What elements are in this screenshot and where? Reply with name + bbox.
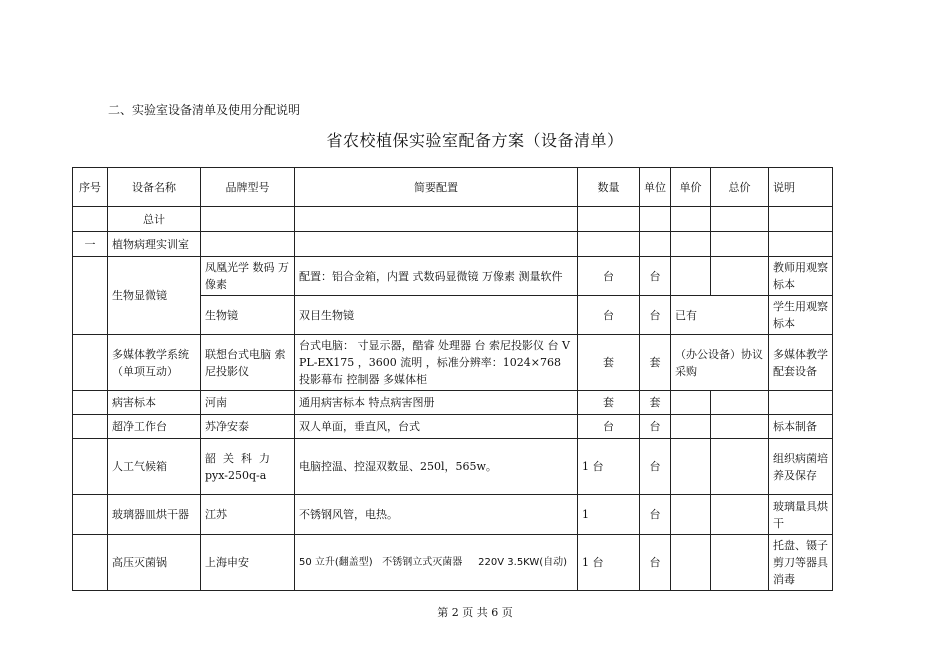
autoclave-config-type: 不锈钢立式灭菌器 [382, 557, 463, 568]
multimedia-brand: 联想台式电脑 索尼投影仪 [201, 335, 295, 391]
total-row [73, 207, 833, 232]
table-row-microscope-a [73, 257, 833, 296]
climate-note: 组织病菌培养及保存 [769, 439, 833, 495]
multimedia-name: 多媒体教学系统（单项互动） [108, 335, 201, 391]
total-label: 总计 [108, 207, 201, 232]
multimedia-config: 台式电脑： 寸显示器，酷睿 处理器 台 索尼投影仪 台 VPL-EX175 ，3600 流明 ，标准分辨率：1024×768 投影幕布 控制器 多媒体柜 [295, 335, 578, 391]
multimedia-qty: 套 [578, 335, 640, 391]
microscope-a-note: 教师用观察标本 [769, 257, 833, 296]
bench-name: 超净工作台 [108, 415, 201, 439]
climate-unit: 台 [640, 439, 671, 495]
table-row-bench [73, 415, 833, 439]
multimedia-price: （办公设备）协议采购 [671, 335, 769, 391]
autoclave-qty: 1 台 [578, 535, 640, 591]
climate-brand-model: pyx-250q-a [205, 468, 267, 482]
bench-config: 双人单面，垂直风，台式 [295, 415, 578, 439]
dryer-config: 不锈钢风管，电热。 [295, 495, 578, 535]
microscope-b-qty: 台 [578, 296, 640, 335]
microscope-b-brand: 生物镜 [201, 296, 295, 335]
specimen-brand: 河南 [201, 391, 295, 415]
equipment-table [72, 167, 833, 591]
dryer-name: 玻璃器皿烘干器 [108, 495, 201, 535]
microscope-a-qty: 台 [578, 257, 640, 296]
multimedia-unit: 套 [640, 335, 671, 391]
header-total: 总价 [711, 168, 769, 207]
microscope-a-config: 配置：铝合金箱，内置 式数码显微镜 万像素 测量软件 [295, 257, 578, 296]
page-footer: 第 2 页 共 6 页 [437, 606, 513, 619]
microscope-a-brand: 凤凰光学 数码 万像素 [201, 257, 295, 296]
table-row-specimen [73, 391, 833, 415]
climate-brand [201, 439, 295, 495]
table-header-row [73, 168, 833, 207]
table-row-dryer [73, 495, 833, 535]
autoclave-config-power: 220V 3.5KW(自动) [478, 557, 568, 568]
group-name: 植物病理实训室 [108, 232, 201, 257]
dryer-brand: 江苏 [201, 495, 295, 535]
multimedia-note: 多媒体教学配套设备 [769, 335, 833, 391]
bench-note: 标本制备 [769, 415, 833, 439]
specimen-name: 病害标本 [108, 391, 201, 415]
microscope-b-price: 已有 [671, 296, 769, 335]
specimen-config: 通用病害标本 特点病害图册 [295, 391, 578, 415]
header-note: 说明 [769, 168, 833, 207]
group-row [73, 232, 833, 257]
autoclave-unit: 台 [640, 535, 671, 591]
header-config: 简要配置 [295, 168, 578, 207]
autoclave-note: 托盘、镊子剪刀等器具消毒 [769, 535, 833, 591]
header-brand: 品牌型号 [201, 168, 295, 207]
bench-brand: 苏净安泰 [201, 415, 295, 439]
microscope-a-unit: 台 [640, 257, 671, 296]
microscope-b-unit: 台 [640, 296, 671, 335]
dryer-note: 玻璃量具烘干 [769, 495, 833, 535]
climate-qty: 1 台 [578, 439, 640, 495]
table-row-autoclave [73, 535, 833, 591]
specimen-qty: 套 [578, 391, 640, 415]
document-title: 省农校植保实验室配备方案（设备清单） [326, 131, 624, 150]
table-row-climate [73, 439, 833, 495]
climate-config: 电脑控温、控湿双数显、250l，565w。 [295, 439, 578, 495]
header-seq: 序号 [73, 168, 108, 207]
microscope-name: 生物显微镜 [108, 257, 201, 335]
header-name: 设备名称 [108, 168, 201, 207]
microscope-b-note: 学生用观察标本 [769, 296, 833, 335]
section-heading: 二、实验室设备清单及使用分配说明 [108, 103, 301, 117]
climate-name: 人工气候箱 [108, 439, 201, 495]
header-unit: 单位 [640, 168, 671, 207]
table-row-multimedia [73, 335, 833, 391]
autoclave-brand: 上海申安 [201, 535, 295, 591]
autoclave-config [295, 535, 578, 591]
header-price: 单价 [671, 168, 711, 207]
header-qty: 数量 [578, 168, 640, 207]
bench-qty: 台 [578, 415, 640, 439]
autoclave-config-volume: 50 立升(翻盖型) [299, 557, 373, 568]
specimen-unit: 套 [640, 391, 671, 415]
autoclave-name: 高压灭菌锅 [108, 535, 201, 591]
dryer-qty: 1 [578, 495, 640, 535]
microscope-b-config: 双目生物镜 [295, 296, 578, 335]
climate-brand-name: 韶关科力 [205, 451, 277, 465]
group-seq: 一 [73, 232, 108, 257]
bench-unit: 台 [640, 415, 671, 439]
dryer-unit: 台 [640, 495, 671, 535]
